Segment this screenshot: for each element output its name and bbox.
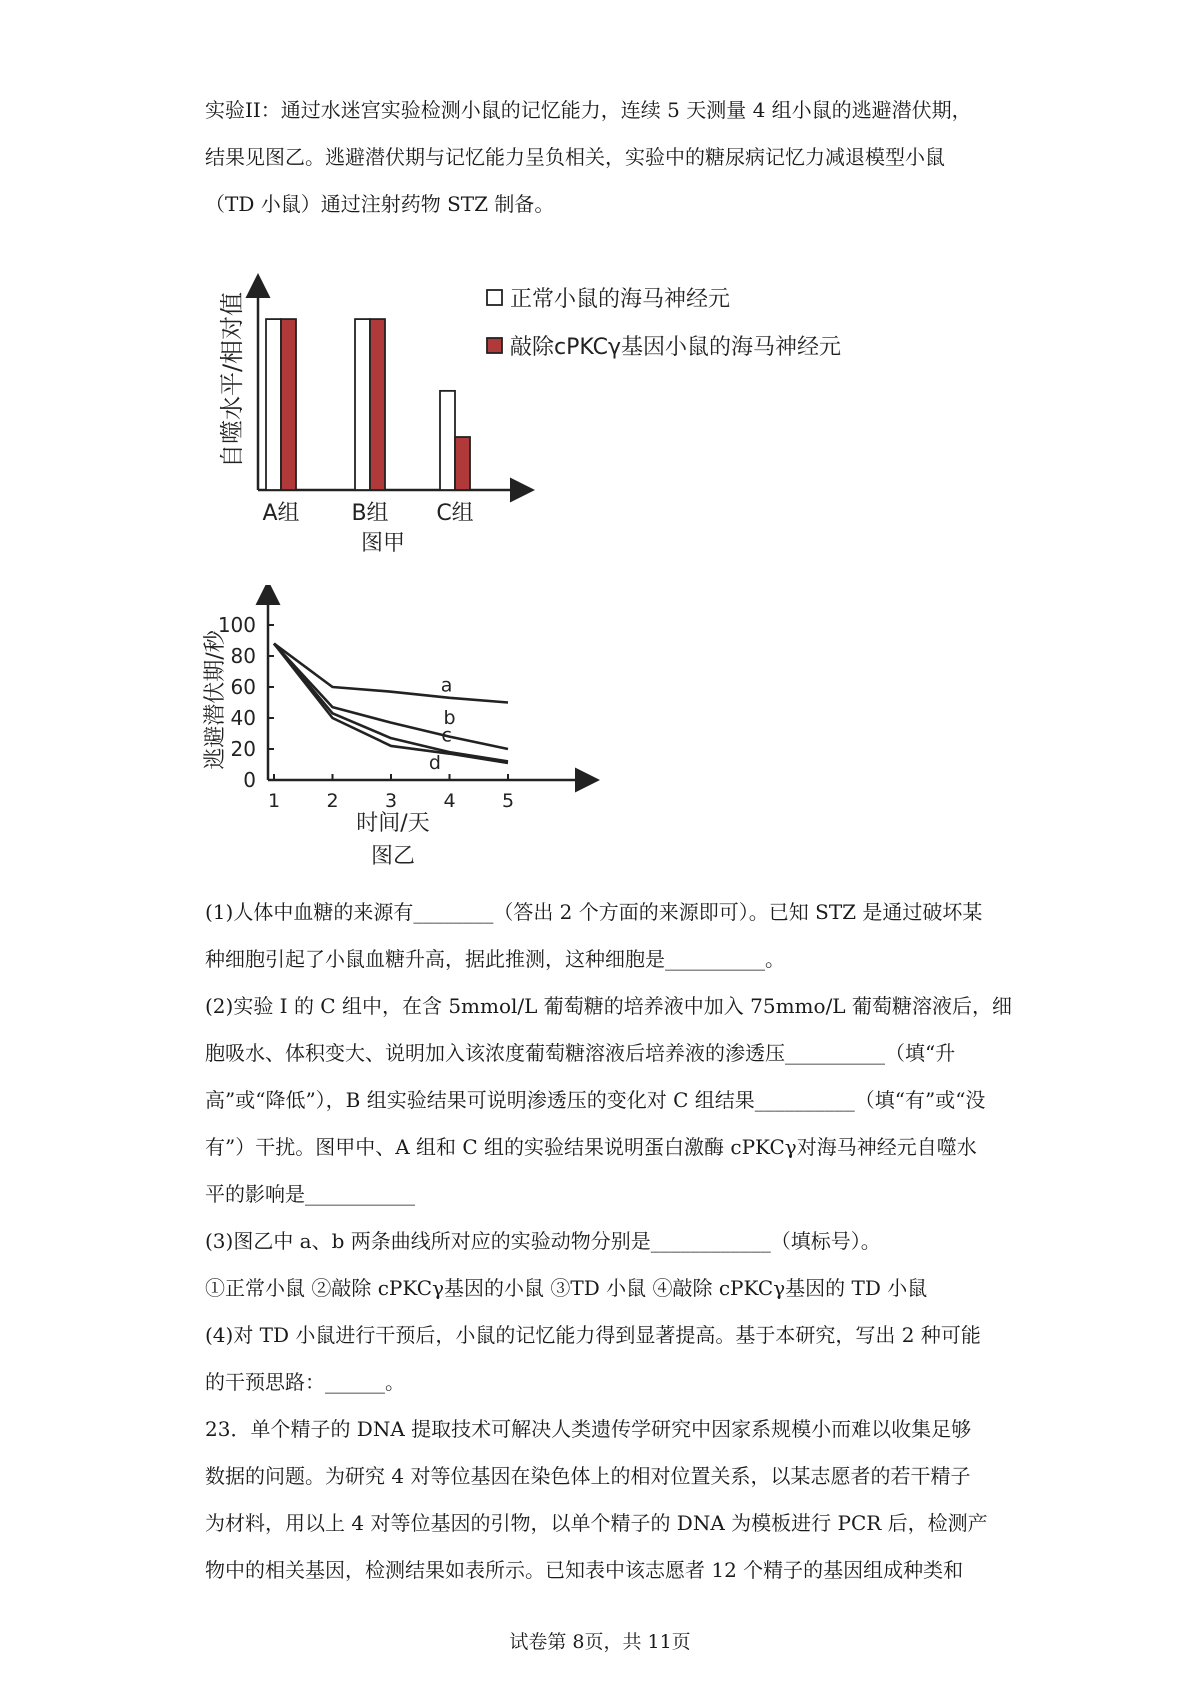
y-tick-label: 100 <box>217 613 256 637</box>
intro-line-2: 结果见图乙。逃避潜伏期与记忆能力呈负相关，实验中的糖尿病记忆力减退模型小鼠 <box>205 145 945 169</box>
q2-line-1: (2)实验 I 的 C 组中，在含 5mmol/L 葡萄糖的培养液中加入 75mmo/L 葡萄糖溶液后，细 <box>205 994 1012 1018</box>
curve-label-a: a <box>440 674 453 697</box>
curve-b <box>274 644 508 749</box>
legend-swatch <box>487 290 502 305</box>
legend-label: 敲除cPKCγ基因小鼠的海马神经元 <box>510 335 841 360</box>
x-category-label: A组 <box>262 501 300 526</box>
q1-line-1: (1)人体中血糖的来源有________（答出 2 个方面的来源即可）。已知 STZ 是通过破坏某 <box>205 900 983 924</box>
curve-d <box>274 644 508 763</box>
q23-line-1: 23．单个精子的 DNA 提取技术可解决人类遗传学研究中因家系规模小而难以收集足够 <box>205 1417 972 1441</box>
x-tick-label: 2 <box>326 790 339 812</box>
q23-line-2: 数据的问题。为研究 4 对等位基因在染色体上的相对位置关系，以某志愿者的若干精子 <box>205 1464 971 1488</box>
q2-line-3: 高”或“降低”），B 组实验结果可说明渗透压的变化对 C 组结果__________（填“有”或“没 <box>205 1088 986 1112</box>
figure-yi-line-chart <box>200 585 620 875</box>
q23-line-4: 物中的相关基因，检测结果如表所示。已知表中该志愿者 12 个精子的基因组成种类和 <box>205 1558 964 1582</box>
q2-line-5: 平的影响是___________ <box>205 1182 415 1206</box>
bar-A组-normal <box>266 319 281 490</box>
x-tick-label: 4 <box>443 790 456 812</box>
q23-line-3: 为材料，用以上 4 对等位基因的引物，以单个精子的 DNA 为模板进行 PCR 后，检测产 <box>205 1511 988 1535</box>
x-tick-label: 3 <box>384 790 398 812</box>
figure-jia-bar-chart <box>200 270 940 560</box>
q2-line-4: 有”）干扰。图甲中、A 组和 C 组的实验结果说明蛋白激酶 cPKCγ对海马神经元自噬水 <box>205 1135 977 1159</box>
x-category-label: C组 <box>436 501 474 526</box>
y-tick-label: 40 <box>230 706 256 730</box>
legend-swatch <box>487 338 502 353</box>
y-tick-label: 60 <box>230 675 256 699</box>
curve-label-b: b <box>443 707 456 730</box>
figure-jia-y-axis-label: 自噬水平/相对值 <box>218 291 246 469</box>
bar-B组-knockout <box>370 319 385 490</box>
y-tick-label: 80 <box>230 644 256 668</box>
figure-yi-caption: 图乙 <box>370 844 416 869</box>
q4-line-2: 的干预思路：______。 <box>205 1370 405 1394</box>
intro-line-1: 实验II：通过水迷宫实验检测小鼠的记忆能力，连续 5 天测量 4 组小鼠的逃避潜伏期， <box>205 98 972 122</box>
y-tick-label: 20 <box>230 737 256 761</box>
q3-line-1: (3)图乙中 a、b 两条曲线所对应的实验动物分别是____________（填标号）。 <box>205 1229 881 1253</box>
page-footer: 试卷第 8页，共 11页 <box>509 1631 691 1653</box>
figure-yi-x-axis-label: 时间/天 <box>356 811 430 836</box>
q2-line-2: 胞吸水、体积变大、说明加入该浓度葡萄糖溶液后培养液的渗透压__________（填“升 <box>205 1041 956 1065</box>
curve-c <box>274 644 508 762</box>
intro-line-3: （TD 小鼠）通过注射药物 STZ 制备。 <box>205 192 555 216</box>
q1-line-2: 种细胞引起了小鼠血糖升高，据此推测，这种细胞是__________。 <box>205 947 785 971</box>
curve-a <box>274 644 508 703</box>
legend-label: 正常小鼠的海马神经元 <box>510 287 731 312</box>
bar-C组-normal <box>440 391 455 490</box>
figure-yi-y-axis-label: 逃避潜伏期/秒 <box>203 630 228 770</box>
bar-C组-knockout <box>455 437 470 490</box>
q3-options: ①正常小鼠 ②敲除 cPKCγ基因的小鼠 ③TD 小鼠 ④敲除 cPKCγ基因的 TD 小鼠 <box>205 1276 928 1300</box>
bar-A组-knockout <box>281 319 296 490</box>
figure-jia-caption: 图甲 <box>360 531 406 556</box>
curve-label-c: c <box>441 724 452 747</box>
x-tick-label: 1 <box>267 790 281 812</box>
x-tick-label: 5 <box>501 790 515 812</box>
q4-line-1: (4)对 TD 小鼠进行干预后，小鼠的记忆能力得到显著提高。基于本研究，写出 2 种可能 <box>205 1323 981 1347</box>
curve-label-d: d <box>428 752 441 775</box>
bar-B组-normal <box>355 319 370 490</box>
y-tick-label: 0 <box>243 768 256 792</box>
x-category-label: B组 <box>351 501 389 526</box>
